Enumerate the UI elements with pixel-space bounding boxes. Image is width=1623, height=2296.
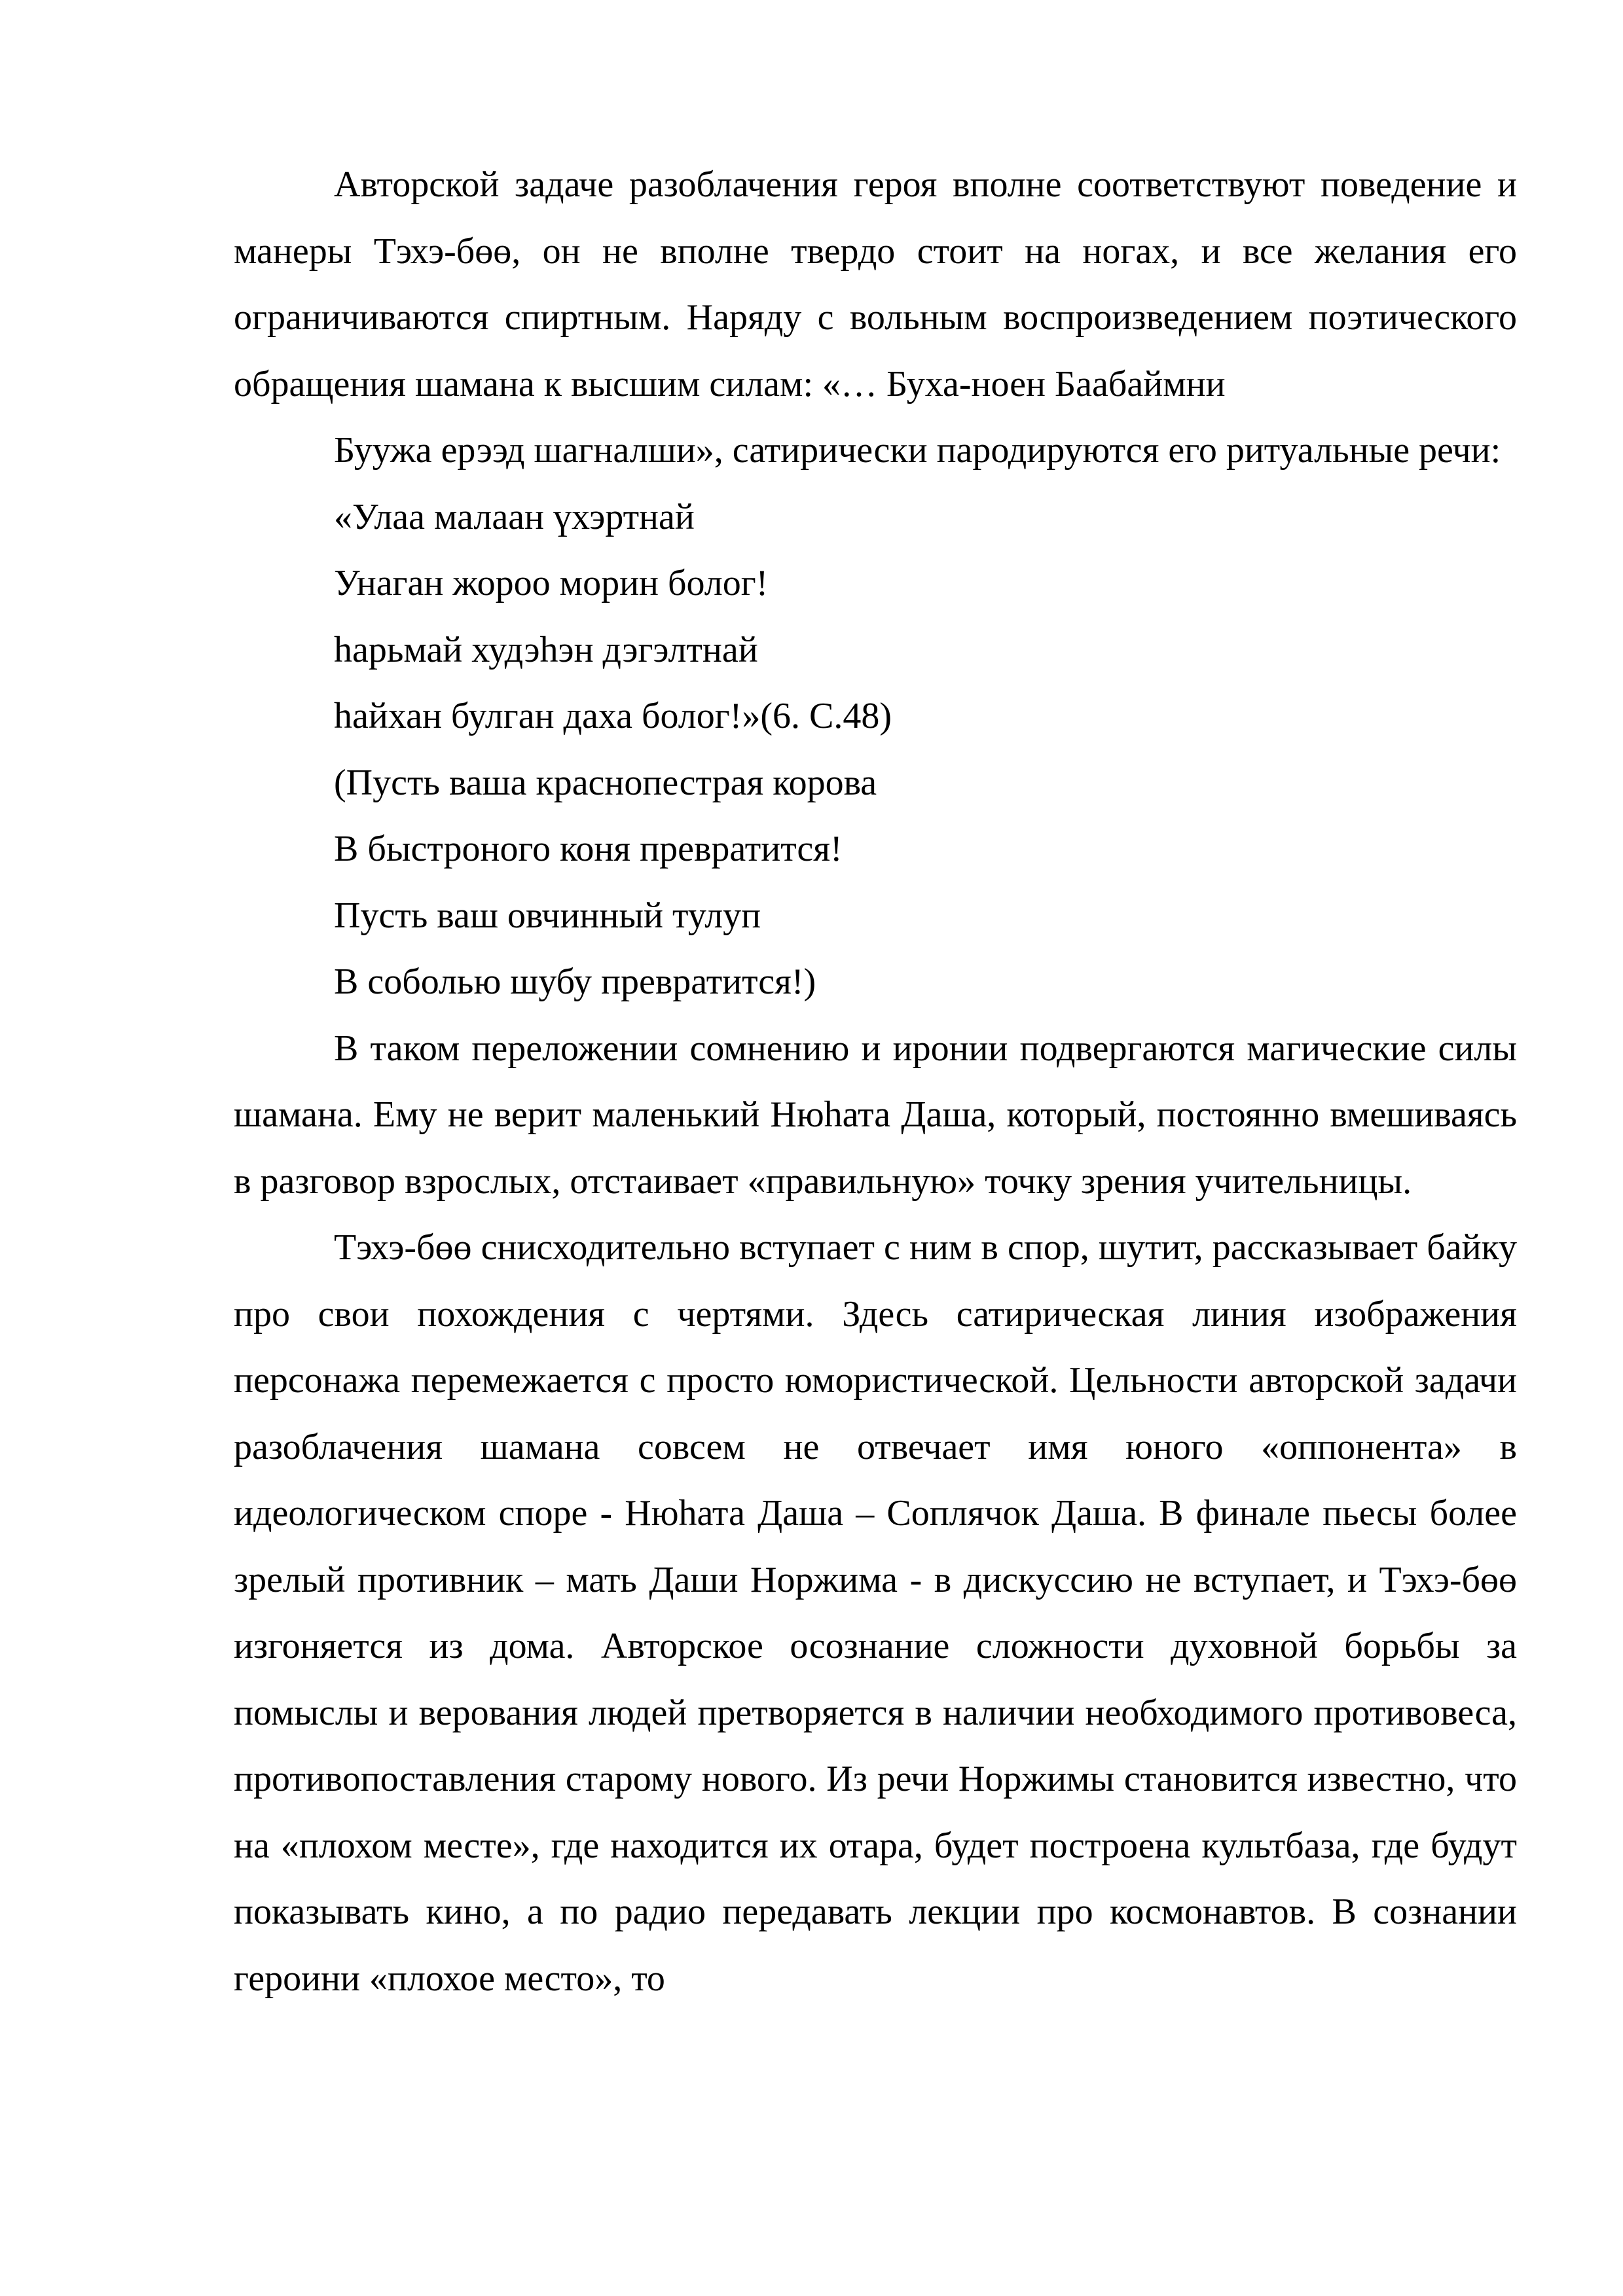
verse-line: «Улаа малаан үхэртнай xyxy=(334,496,695,537)
verse-line: һайхан булган даха болог!»(6. С.48) xyxy=(334,696,892,736)
verse-line: һарьмай худэһэн дэгэлтнай xyxy=(334,629,758,670)
verse-line: Пусть ваш овчинный тулуп xyxy=(334,895,761,936)
verse-line: В быстроного коня превратится! xyxy=(334,829,843,869)
verse-line: Унаган жороо морин болог! xyxy=(334,563,769,603)
paragraph-4: Тэхэ-бөө снисходительно вступает с ним в спор, шутит, рассказывает байку про свои похождения с чертями. Здесь сатирическая линия изображения персонажа перемежается с просто юмористической. Цельности авторской задачи разоблачения шамана совсем не отвечает имя юного «оппонента» в идеологическом споре - Нюһата Даша – Соплячок Даша. В финале пьесы более зрелый противник – мать Даши Норжима - в дискуссию не вступает, и Тэхэ-бөө изгоняется из дома. Авторское осознание сложности духовной борьбы за помыслы и верования людей претворяется в наличии необходимого противовеса, противопоставления старому нового. Из речи Норжимы становится известно, что на «плохом месте», где находится их отара, будет построена культбаза, где будут показывать кино, а по радио передавать лекции про космонавтов. В сознании героини «плохое место», то xyxy=(234,1227,1517,1999)
paragraph-1: Авторской задаче разоблачения героя вполне соответствуют поведение и манеры Тэхэ-бөө, он не вполне твердо стоит на ногах, и все желания его ограничиваются спиртным. Наряду с вольным воспроизведением поэтического обращения шамана к высшим силам: «… Буха-ноен Баабаймни xyxy=(234,164,1517,404)
document-page xyxy=(234,152,1517,2012)
paragraph-2: Буужа ерээд шагналши», сатирически пародируются его ритуальные речи: xyxy=(334,430,1501,471)
paragraph-3: В таком переложении сомнению и иронии подвергаются магические силы шамана. Ему не верит маленький Нюһата Даша, который, постоянно вмешиваясь в разговор взрослых, отстаивает «правильную» точку зрения учительницы. xyxy=(234,1028,1517,1202)
verse-line: (Пусть ваша краснопестрая корова xyxy=(334,762,877,803)
verse-line: В соболью шубу превратится!) xyxy=(334,961,816,1002)
verse-block xyxy=(234,484,1517,1016)
